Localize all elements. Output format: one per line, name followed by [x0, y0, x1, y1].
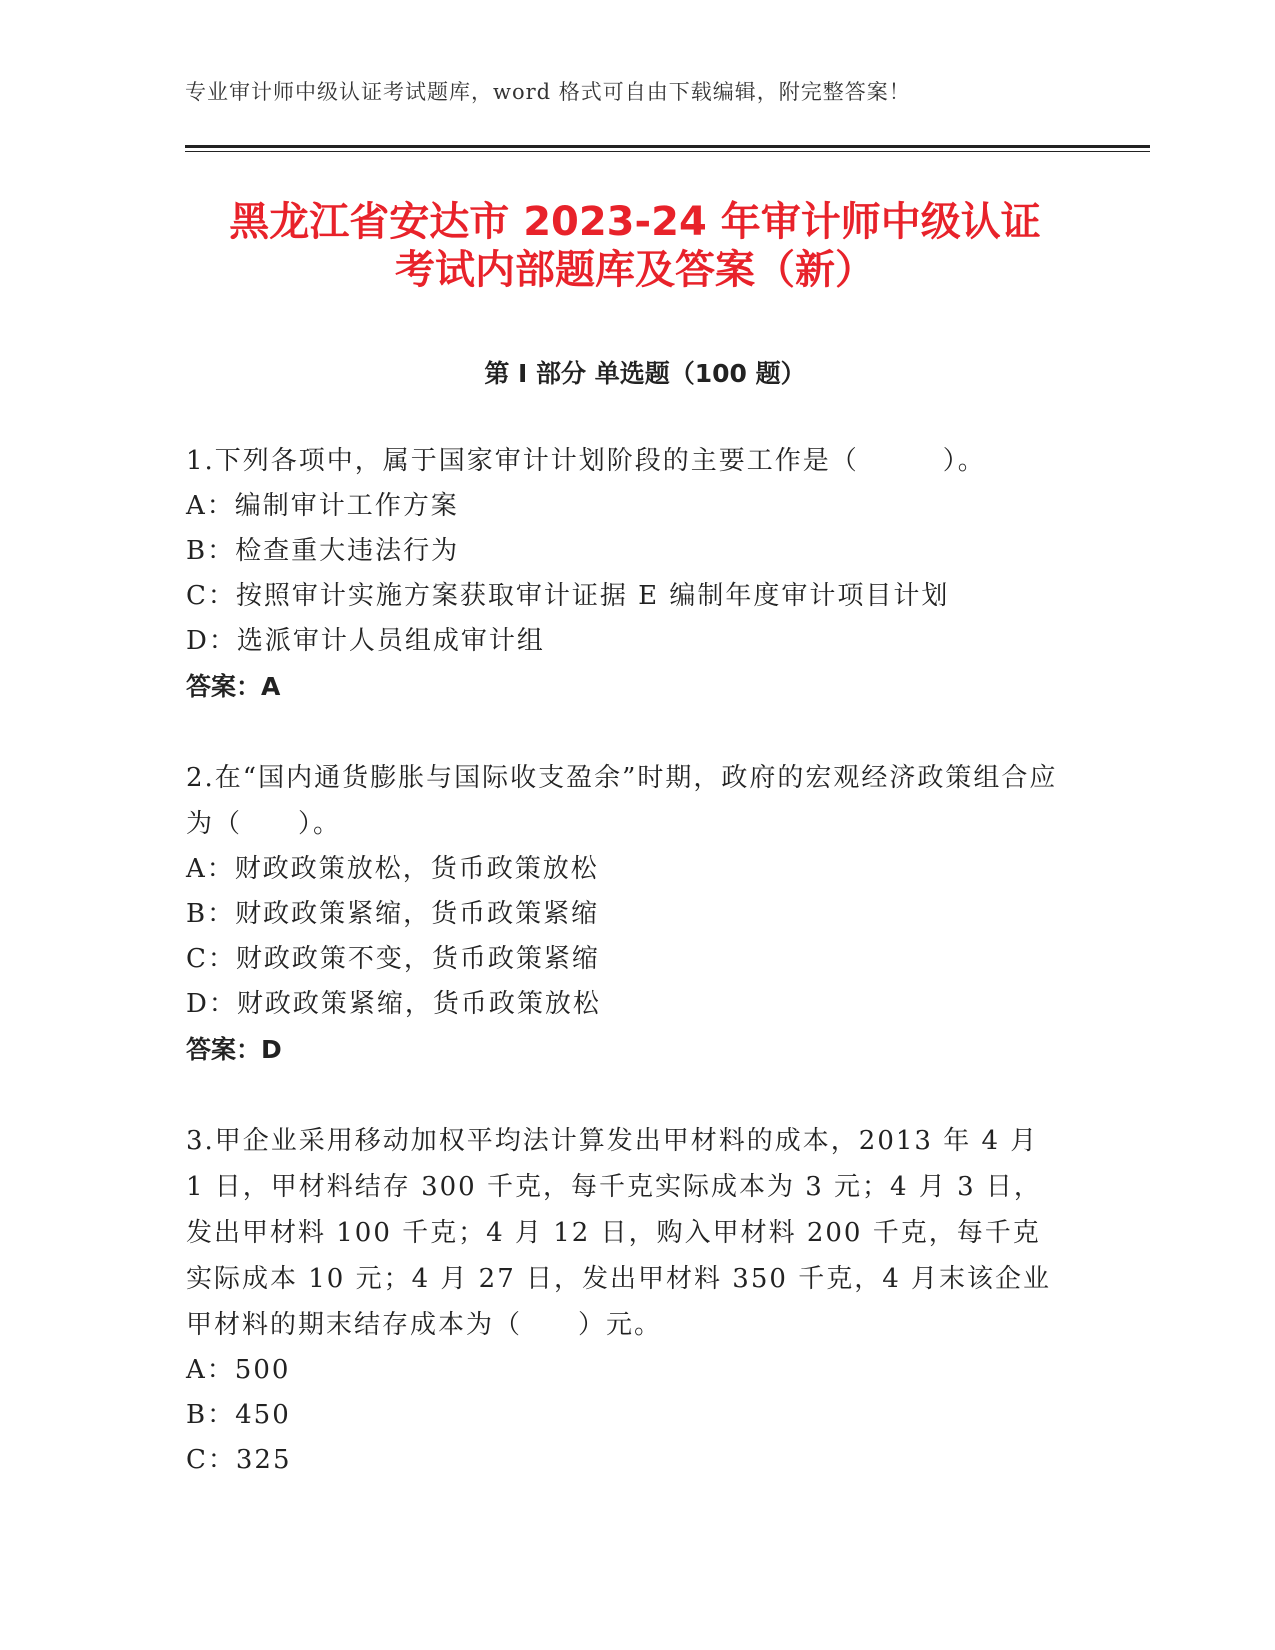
- section-heading: 第 I 部分 单选题（100 题）: [484, 359, 806, 388]
- document-title: [185, 198, 1085, 294]
- question-stem: 3.甲企业采用移动加权平均法计算发出甲材料的成本，2013 年 4 月 1 日，甲材料结存 300 千克，每千克实际成本为 3 元；4 月 3 日，发出甲材料 100 千克；4 月 12 日，购入甲材料 200 千克，每千克实际成本 10 元；4 月 27 日，发出甲材料 350 千克，4 月末该企业甲材料的期末结存成本为（ ）元。: [186, 1126, 1051, 1340]
- option-a: A：500: [186, 1355, 291, 1385]
- header-rule-thick: [185, 145, 1150, 148]
- question-1: [186, 438, 1086, 709]
- question-stem: 2.在“国内通货膨胀与国际收支盈余”时期，政府的宏观经济政策组合应为（ ）。: [186, 763, 1058, 839]
- option-a: A：编制审计工作方案: [186, 491, 459, 521]
- question-2: [186, 755, 1086, 1072]
- option-a: A：财政政策放松，货币政策放松: [186, 854, 599, 884]
- answer-line: 答案：A: [186, 672, 281, 701]
- option-d: D：选派审计人员组成审计组: [186, 626, 545, 656]
- document-title-line-1: 黑龙江省安达市 2023-24 年审计师中级认证: [229, 199, 1041, 245]
- question-list: [186, 438, 1086, 1529]
- question-3: [186, 1118, 1086, 1483]
- option-b: B：财政政策紧缩，货币政策紧缩: [186, 899, 600, 929]
- answer-line: 答案：D: [186, 1035, 282, 1064]
- question-stem: 1.下列各项中，属于国家审计计划阶段的主要工作是（ ）。: [186, 446, 986, 476]
- document-title-line-2: 考试内部题库及答案（新）: [395, 247, 875, 293]
- option-b: B：450: [186, 1400, 291, 1430]
- page-header-note: 专业审计师中级认证考试题库，word 格式可自由下载编辑，附完整答案！: [185, 80, 911, 104]
- option-c: C：325: [186, 1445, 292, 1475]
- option-d: D：财政政策紧缩，货币政策放松: [186, 989, 601, 1019]
- option-b: B：检查重大违法行为: [186, 536, 460, 566]
- option-c: C：按照审计实施方案获取审计证据 E 编制年度审计项目计划: [186, 581, 950, 611]
- option-c: C：财政政策不变，货币政策紧缩: [186, 944, 600, 974]
- header-rule-thin: [185, 151, 1150, 152]
